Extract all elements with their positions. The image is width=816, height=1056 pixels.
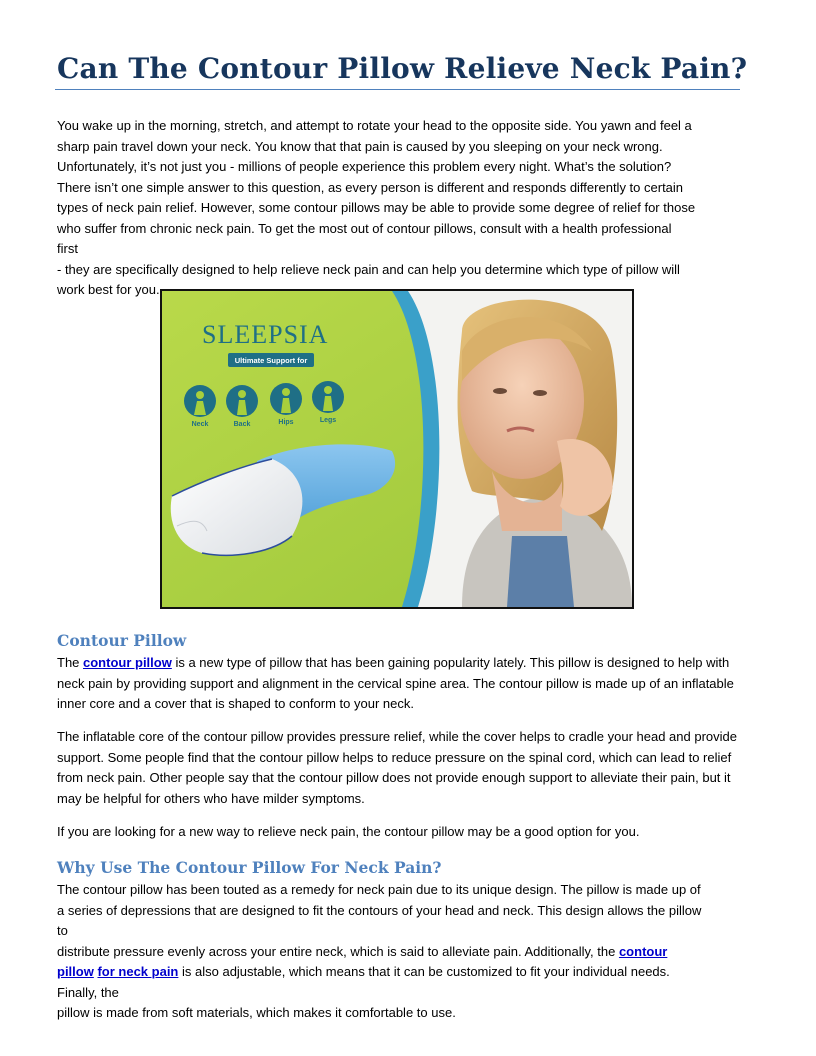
svg-text:Back: Back — [233, 421, 251, 428]
tagline-text: Ultimate Support for — [234, 356, 308, 365]
brand-name: SLEEPSIA — [202, 320, 329, 349]
intro-line: There isn’t one simple answer to this question, as every person is different and responds differently to certain — [57, 179, 684, 195]
intro-line: who suffer from chronic neck pain. To get the most out of contour pillows, consult with a health professional — [57, 220, 672, 236]
intro-line: Unfortunately, it’s not just you - millions of people experience this problem every night. What’s the solution? — [57, 159, 672, 174]
for-neck-pain-link[interactable]: for neck pain — [97, 964, 179, 979]
contour-link[interactable]: contour — [618, 943, 668, 959]
section2-line: a series of depressions that are designed to fit the contours of your head and neck. This design allows the pillow — [57, 902, 702, 918]
intro-line: sharp pain travel down your neck. You know that that pain is caused by you sleeping on your neck wrong. — [57, 138, 663, 154]
intro-line: first — [57, 241, 78, 256]
pillow-advert-illustration — [162, 291, 632, 607]
section1-paragraph-2: The inflatable core of the contour pillow provides pressure relief, while the cover helps to cradle your head and provide support. Some people find that the contour pillow helps to reduce pressure on the spinal cord, which can lead to relief from neck pain. Other people say that the contour pillow does not provide enough support to alleviate their pain, but it may be helpful for others who have milder symptoms. — [57, 729, 737, 806]
section2-line: pillow for neck pain is also adjustable, which means that it can be customized to fit your individual needs. — [57, 964, 670, 979]
title-underline — [55, 89, 740, 90]
pillow-link[interactable]: pillow — [57, 964, 94, 979]
section2-line: to — [57, 923, 68, 938]
svg-text:Neck: Neck — [191, 421, 209, 428]
section2-line: Finally, the — [57, 984, 119, 1000]
woman-photo — [458, 300, 632, 607]
section2-line: The contour pillow has been touted as a remedy for neck pain due to its unique design. The pillow is made up of — [57, 882, 701, 897]
section2-line: pillow is made from soft materials, which makes it comfortable to use. — [57, 1005, 456, 1020]
intro-line: work best for you. — [57, 282, 160, 297]
intro-line: You wake up in the morning, stretch, and attempt to rotate your head to the opposite side. You yawn and feel a — [57, 118, 692, 133]
section-heading-contour-pillow: Contour Pillow — [57, 631, 187, 650]
svg-text:Legs: Legs — [319, 417, 337, 424]
contour-pillow-link[interactable]: contour pillow — [83, 655, 172, 670]
section1-paragraph-1: The contour pillow is a new type of pillow that has been gaining popularity lately. This pillow is designed to help with neck pain by providing support and alignment in the cervical spine area. The contour pillow is made up of an inflatable inner core and a cover that is shaped to conform to your neck. — [57, 655, 734, 711]
svg-text:Hips: Hips — [278, 419, 294, 426]
section1-paragraph-3: If you are looking for a new way to relieve neck pain, the contour pillow may be a good option for you. — [57, 824, 640, 839]
section2-paragraph — [57, 880, 747, 1024]
intro-line: types of neck pain relief. However, some contour pillows may be able to provide some degree of relief for those — [57, 200, 696, 215]
intro-paragraph — [57, 116, 747, 301]
hero-image — [160, 289, 634, 609]
section2-line: distribute pressure evenly across your entire neck, which is said to alleviate pain. Additionally, the contour — [57, 943, 668, 959]
intro-line: - they are specifically designed to help relieve neck pain and can help you determine which type of pillow will — [57, 261, 680, 277]
page-title: Can The Contour Pillow Relieve Neck Pain? — [57, 52, 748, 85]
section-heading-why-use: Why Use The Contour Pillow For Neck Pain? — [57, 858, 442, 877]
